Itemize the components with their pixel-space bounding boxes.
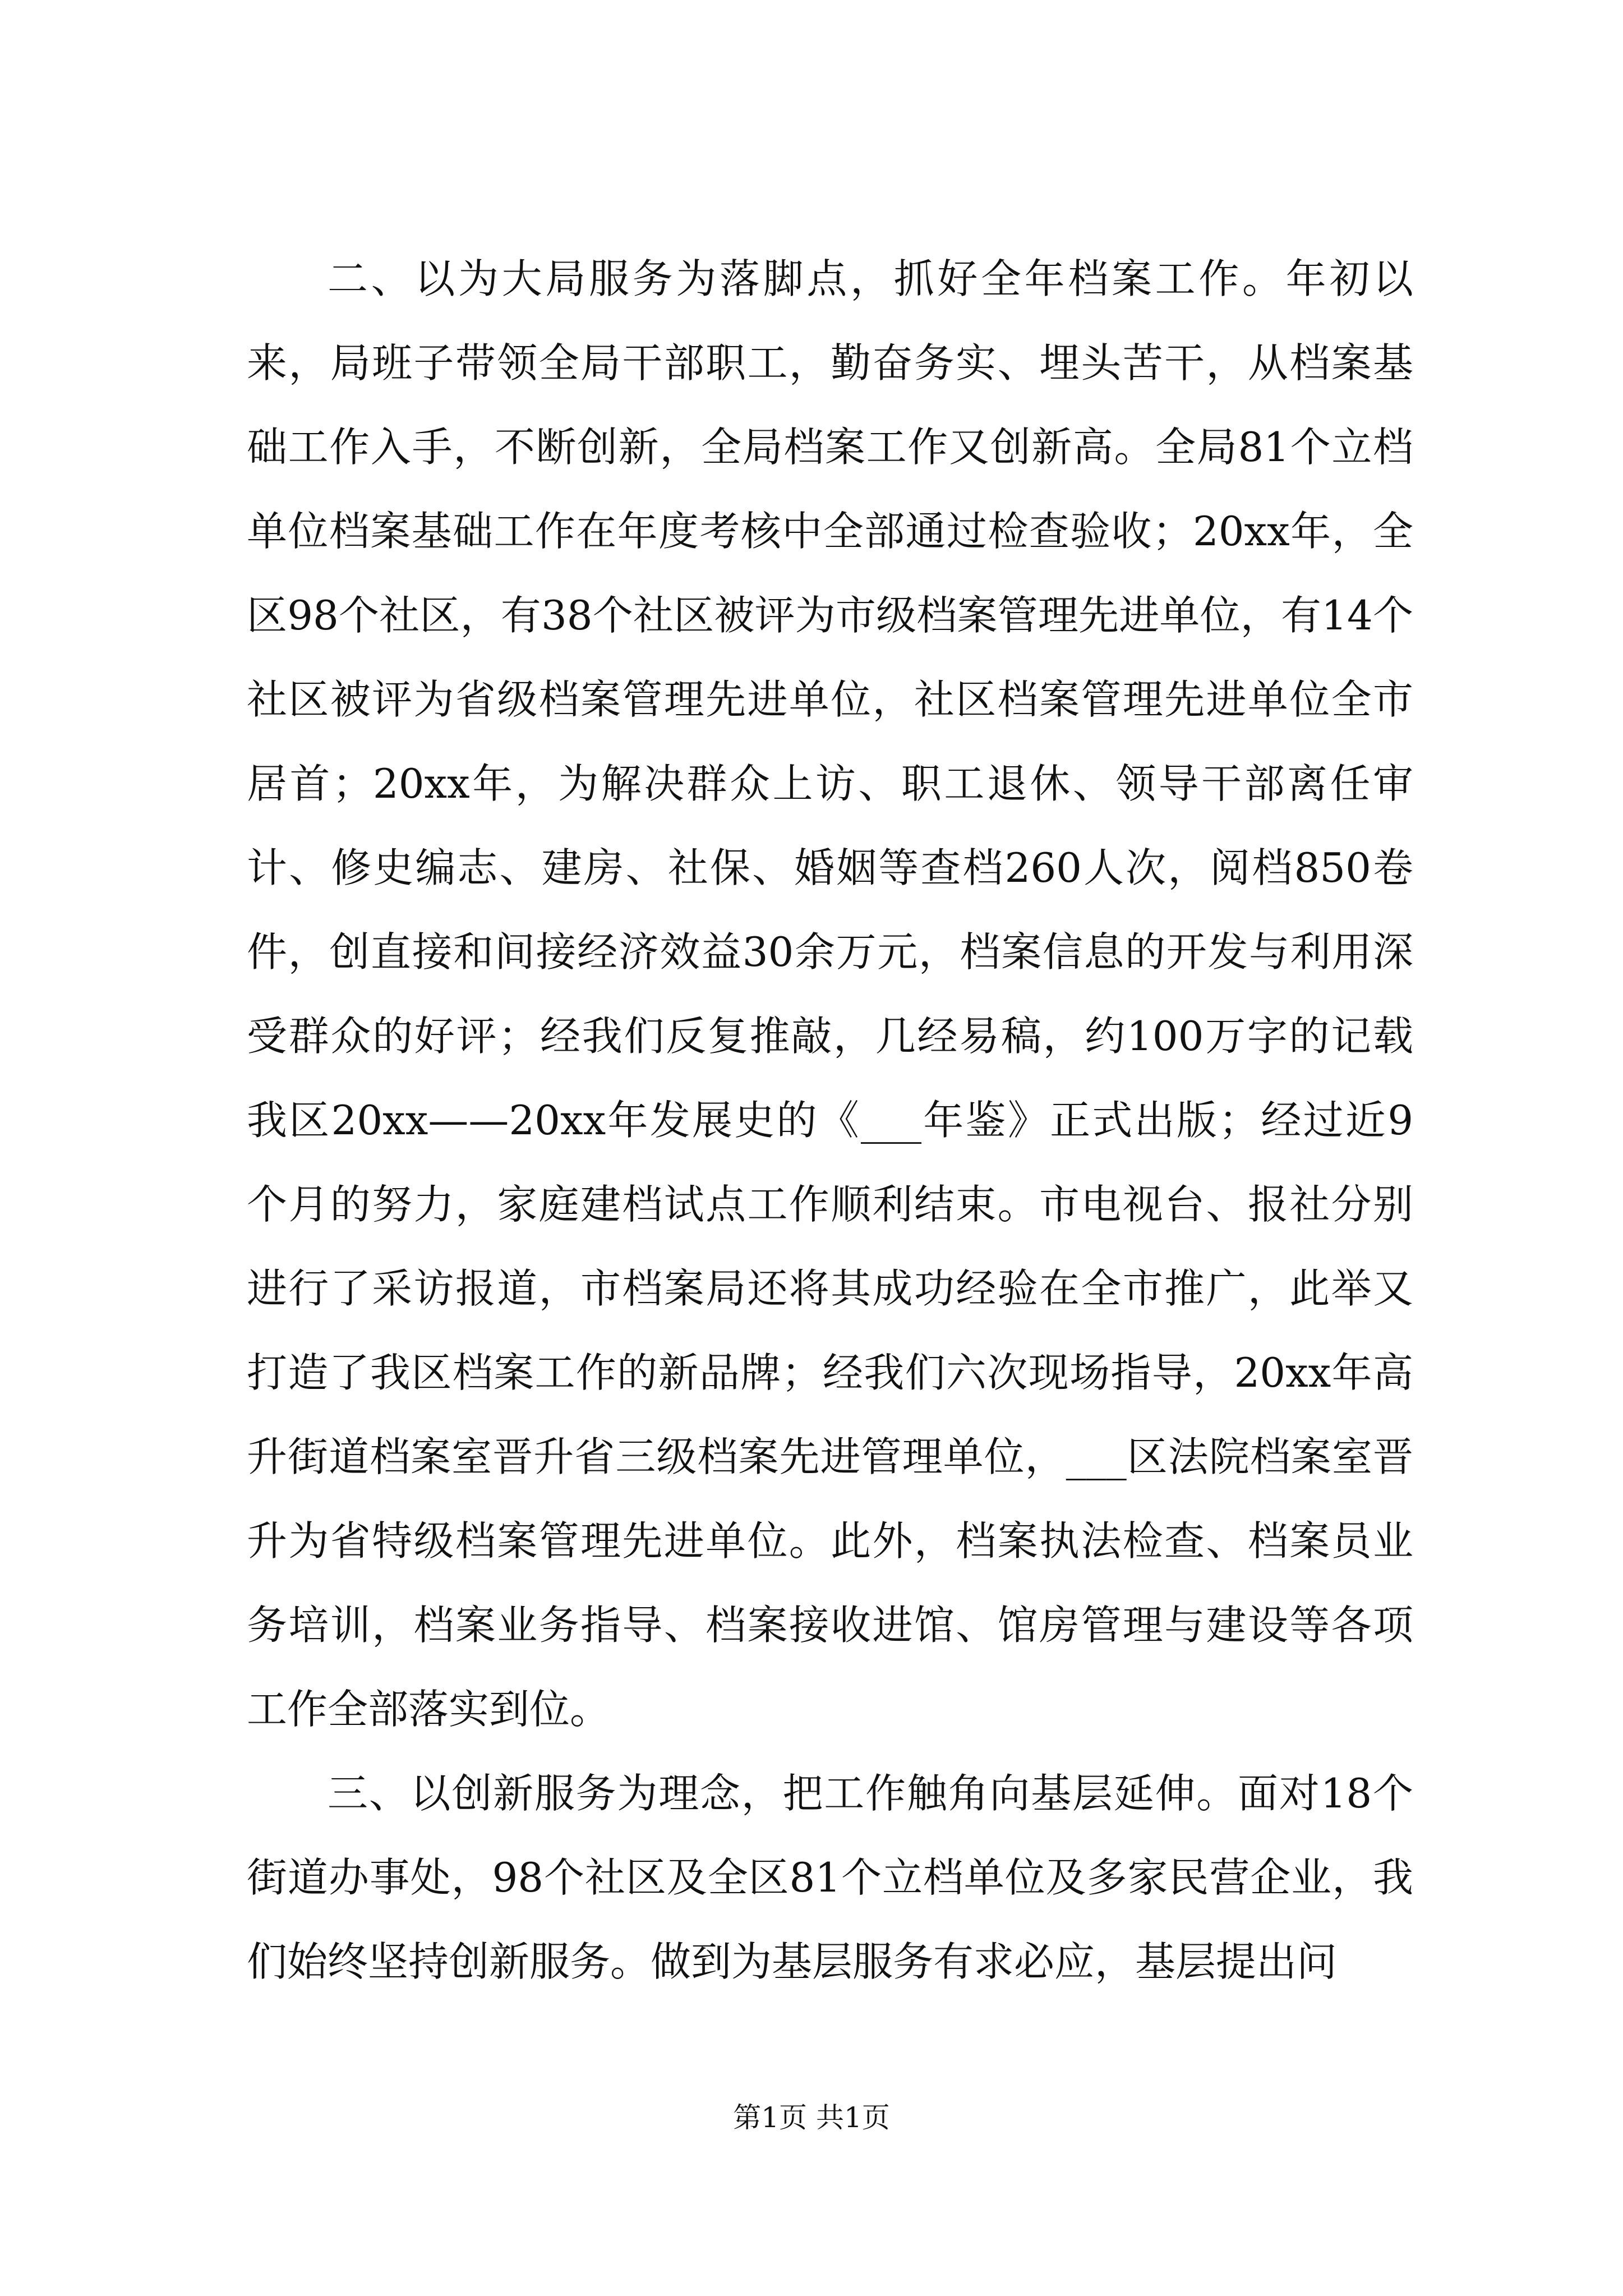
paragraph-innovative-service: 三、以创新服务为理念，把工作触角向基层延伸。面对18个街道办事处，98个社区及全区81个立档单位及多家民营企业，我们始终坚持创新服务。做到为基层服务有求必应，基层提出问: [247, 1770, 1413, 1985]
document-body: [247, 237, 1413, 2004]
page-footer: 第1页 共1页: [733, 2101, 890, 2134]
paragraph-archive-work: 二、以为大局服务为落脚点，抓好全年档案工作。年初以来，局班子带领全局干部职工，勤奋务实、埋头苦干，从档案基础工作入手，不断创新，全局档案工作又创新高。全局81个立档单位档案基础工作在年度考核中全部通过检查验收；20xx年，全区98个社区，有38个社区被评为市级档案管理先进单位，有14个社区被评为省级档案管理先进单位，社区档案管理先进单位全市居首；20xx年，为解决群众上访、职工退休、领导干部离任审计、修史编志、建房、社保、婚姻等查档260人次，阅档850卷件，创直接和间接经济效益30余万元，档案信息的开发与利用深受群众的好评；经我们反复推敲，几经易稿，约100万字的记载我区20xx——20xx年发展史的《___年鉴》正式出版；经过近9个月的努力，家庭建档试点工作顺利结束。市电视台、报社分别进行了采访报道，市档案局还将其成功经验在全市推广，此举又打造了我区档案工作的新品牌；经我们六次现场指导，20xx年高升街道档案室晋升省三级档案先进管理单位，___区法院档案室晋升为省特级档案管理先进单位。此外，档案执法检查、档案员业务培训，档案业务指导、档案接收进馆、馆房管理与建设等各项工作全部落实到位。: [247, 255, 1413, 1733]
